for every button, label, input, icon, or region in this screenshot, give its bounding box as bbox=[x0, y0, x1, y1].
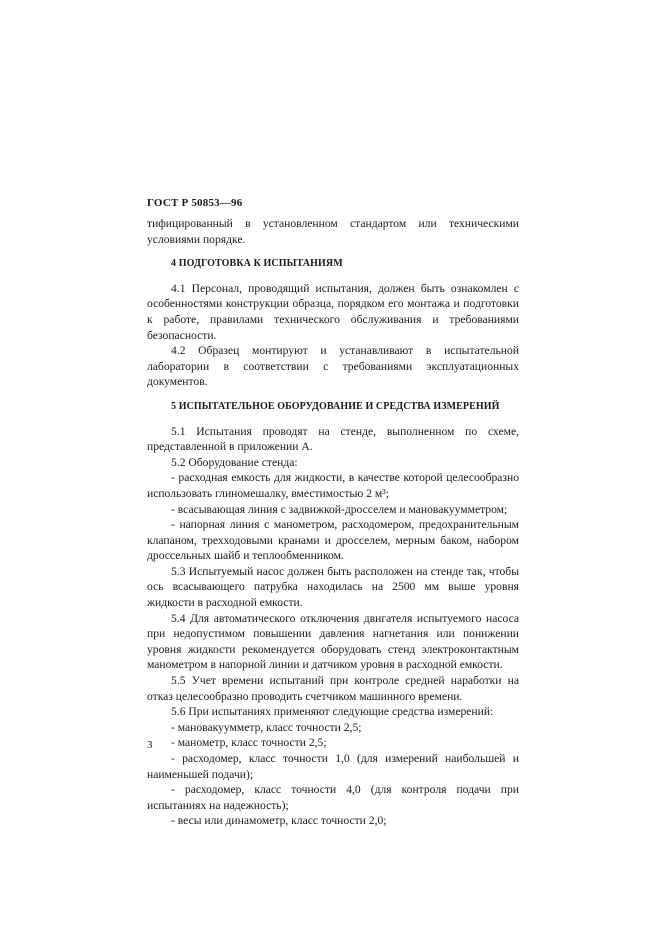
paragraph-5-3: 5.3 Испытуемый насос должен быть расположен на стенде так, чтобы ось всасывающего патрубка находилась на 2500 мм выше уровня жидкости в расходной емкости. bbox=[147, 564, 519, 610]
paragraph-4-2: 4.2 Образец монтируют и устанавливают в испытательной лаборатории в соответствии с требованиями эксплуатационных документов. bbox=[147, 344, 519, 389]
list-item: - напорная линия с манометром, расходомером, предохранительным клапаном, трехходовыми кранами и дросселем, мерным баком, набором дроссельных шайб и теплообменником. bbox=[147, 518, 519, 563]
paragraph-5-4: 5.4 Для автоматического отключения двигателя испытуемого насоса при недопустимом повышении давления нагнетания или понижении уровня жидкости рекомендуется оборудовать стенд электроконтактным манометром в напорной линии и датчиком уровня в расходной емкости. bbox=[147, 611, 519, 672]
list-item: - расходомер, класс точности 4,0 (для контроля подачи при испытаниях на надежность); bbox=[147, 783, 519, 812]
list-item: - весы или динамометр, класс точности 2,0; bbox=[171, 814, 387, 828]
section-5-heading: 5 ИСПЫТАТЕЛЬНОЕ ОБОРУДОВАНИЕ И СРЕДСТВА ИЗМЕРЕНИЙ bbox=[171, 400, 500, 412]
paragraph-4-1: 4.1 Персонал, проводящий испытания, должен быть ознакомлен с особенностями конструкции образца, порядком его монтажа и подготовки к работе, правилами технического обслуживания и требованиями безопасности. bbox=[147, 281, 519, 342]
paragraph-5-5: 5.5 Учет времени испытаний при контроле средней наработки на отказ целесообразно проводить счетчиком машинного времени. bbox=[147, 674, 519, 703]
list-item: - мановакуумметр, класс точности 2,5; bbox=[171, 720, 362, 734]
page-number: 3 bbox=[147, 739, 153, 751]
paragraph-5-2: 5.2 Оборудование стенда: bbox=[171, 455, 298, 469]
intro-paragraph: тифицированный в установленном стандартом или техническими условиями порядке. bbox=[147, 217, 519, 246]
document-code: ГОСТ Р 50853—96 bbox=[147, 197, 243, 209]
list-item: - расходная емкость для жидкости, в качестве которой целесообразно использовать глиномешалку, вместимостью 2 м³; bbox=[147, 471, 519, 500]
section-4-heading: 4 ПОДГОТОВКА К ИСПЫТАНИЯМ bbox=[171, 258, 343, 270]
paragraph-5-1: 5.1 Испытания проводят на стенде, выполненном по схеме, представленной в приложении А. bbox=[147, 424, 519, 454]
list-item: - расходомер, класс точности 1,0 (для измерений наибольшей и наименьшей подачи); bbox=[147, 752, 519, 781]
paragraph-5-6: 5.6 При испытаниях применяют следующие средства измерений: bbox=[171, 705, 494, 719]
page-body bbox=[147, 216, 519, 829]
list-item: - всасывающая линия с задвижкой-дросселем и мановакуумметром; bbox=[171, 502, 508, 516]
list-item: - манометр, класс точности 2,5; bbox=[171, 736, 327, 750]
